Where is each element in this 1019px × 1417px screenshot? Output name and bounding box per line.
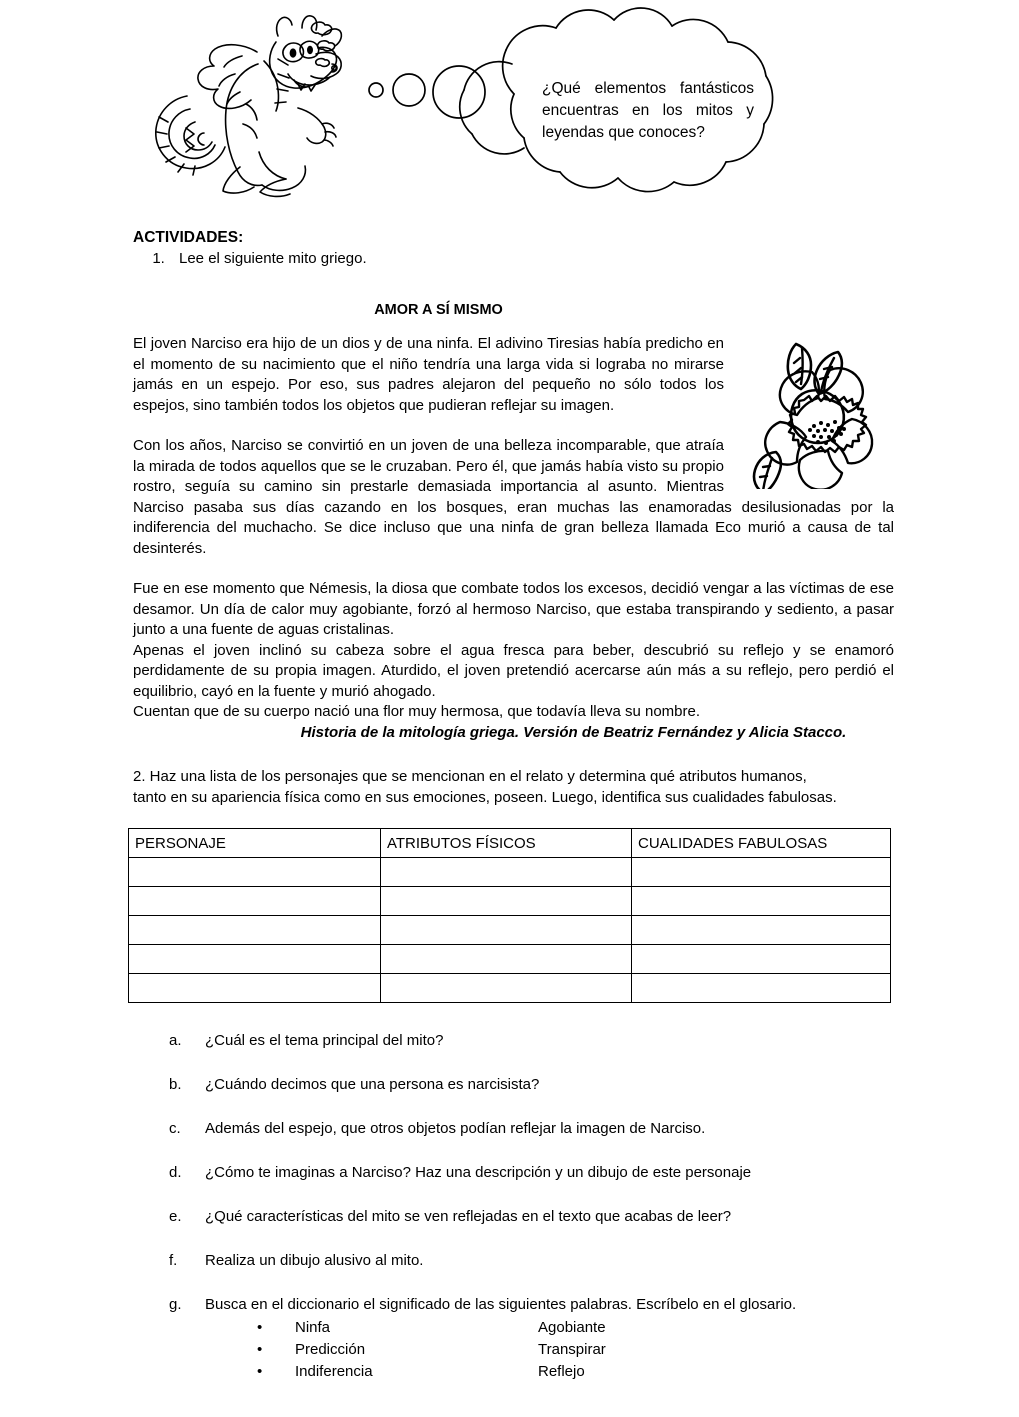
table-cell[interactable] xyxy=(129,858,381,887)
table-header-cualidades: CUALIDADES FABULOSAS xyxy=(632,829,891,858)
glossary-word-right: Transpirar xyxy=(538,1341,606,1358)
task-2-instruction: 2. Haz una lista de los personajes que se mencionan en el relato y determina qué atributos humanos, tanto en su apariencia física como en sus emociones, poseen. Luego, identifica sus cualidades fabulosas. xyxy=(133,768,837,806)
bullet-icon: • xyxy=(257,1341,263,1358)
question-text: Además del espejo, que otros objetos podían reflejar la imagen de Narciso. xyxy=(205,1120,706,1137)
table-cell[interactable] xyxy=(632,945,891,974)
question-item-c xyxy=(169,1119,894,1139)
table-cell[interactable] xyxy=(381,945,632,974)
activities-heading: ACTIVIDADES: xyxy=(133,229,244,246)
dragon-icon xyxy=(126,12,358,202)
story-paragraph-4: Apenas el joven inclinó su cabeza sobre el agua fresca para beber, descubrió su reflejo y se enamoró perdidamente de su propia imagen. Aturdido, el joven pretendió acercarse aún más a su reflejo, pero perdió el equilibrio, cayó en la fuente y murió ahogado. xyxy=(133,641,894,700)
question-item-d xyxy=(169,1163,894,1183)
table-row xyxy=(129,916,891,945)
question-text: ¿Cómo te imaginas a Narciso? Haz una descripción y un dibujo de este personaje xyxy=(205,1164,752,1181)
table-header-row xyxy=(129,829,891,858)
story-attribution: Historia de la mitología griega. Versión de Beatriz Fernández y Alicia Stacco. xyxy=(300,723,847,741)
question-item-e xyxy=(169,1207,894,1227)
question-marker: f. xyxy=(169,1252,178,1269)
table-row xyxy=(129,945,891,974)
story-paragraph-5: Cuentan que de su cuerpo nació una flor muy hermosa, que todavía lleva su nombre. xyxy=(133,703,701,720)
question-text: ¿Qué características del mito se ven reflejadas en el texto que acabas de leer? xyxy=(205,1208,732,1225)
glossary-word-right: Reflejo xyxy=(538,1363,585,1380)
question-marker: b. xyxy=(169,1076,182,1093)
activity-list xyxy=(133,249,894,269)
table-row xyxy=(129,974,891,1003)
question-item-g xyxy=(169,1295,894,1383)
table-cell[interactable] xyxy=(129,916,381,945)
story-paragraph-3: Fue en ese momento que Némesis, la diosa que combate todos los excesos, decidió vengar a las víctimas de ese desamor. Un día de calor muy agobiante, forzó al hermoso Narciso, que estaba transpirando y sediento, a pasar junto a una fuente de aguas cristalinas. xyxy=(133,580,894,638)
glossary-word-left: Predicción xyxy=(295,1341,366,1358)
table-cell[interactable] xyxy=(632,887,891,916)
question-text: ¿Cuál es el tema principal del mito? xyxy=(205,1032,444,1049)
question-item-b xyxy=(169,1075,894,1095)
question-text: ¿Cuándo decimos que una persona es narcisista? xyxy=(205,1076,540,1093)
bullet-icon: • xyxy=(257,1319,263,1336)
story-paragraph-1: El joven Narciso era hijo de un dios y de una ninfa. El adivino Tiresias había predicho en el momento de su nacimiento que el niño tendría una larga vida si lograba no mirarse jamás en un espejo. Por eso, sus padres alejaron del pequeño no sólo todos los espejos, sino también todos los objetos que pudieran reflejar su imagen. xyxy=(133,335,724,414)
question-marker: c. xyxy=(169,1120,181,1137)
illustration-band xyxy=(0,0,1019,228)
table-row xyxy=(129,887,891,916)
table-cell[interactable] xyxy=(381,974,632,1003)
list-item xyxy=(257,1317,894,1339)
table-cell[interactable] xyxy=(632,974,891,1003)
question-marker: e. xyxy=(169,1208,182,1225)
question-list xyxy=(133,1031,894,1383)
flower-icon xyxy=(734,334,894,489)
glossary-word-list xyxy=(205,1317,894,1383)
table-header-personaje: PERSONAJE xyxy=(129,829,381,858)
glossary-word-left: Ninfa xyxy=(295,1319,331,1336)
table-cell[interactable] xyxy=(129,945,381,974)
story-title: AMOR A SÍ MISMO xyxy=(374,302,503,318)
question-marker: d. xyxy=(169,1164,182,1181)
story-paragraph-2: Con los años, Narciso se convirtió en un joven de una belleza incomparable, que atraía la mirada de todos aquellos que se le cruzaban. Pero él, que jamás había visto su propio rostro, seguía su camino sin prestarle demasiada importancia al asunto. Mientras Narciso pasaba sus días cazando en los bosques, eran muchas las enamoradas desilusionadas por la indiferencia del muchacho. Se dice incluso que una ninfa de gran belleza llamada Eco murió a causa de tal desinterés. xyxy=(133,437,894,557)
worksheet-body xyxy=(0,228,1019,1383)
question-marker: a. xyxy=(169,1032,182,1049)
list-item xyxy=(257,1361,894,1383)
bullet-icon: • xyxy=(257,1363,263,1380)
thought-bubble-text: ¿Qué elementos fantásticos encuentras en los mitos y leyendas que conoces? xyxy=(542,80,754,141)
question-marker: g. xyxy=(169,1296,182,1313)
table-cell[interactable] xyxy=(632,858,891,887)
table-cell[interactable] xyxy=(381,916,632,945)
table-cell[interactable] xyxy=(129,974,381,1003)
question-item-a xyxy=(169,1031,894,1051)
glossary-word-right: Agobiante xyxy=(538,1319,606,1336)
glossary-word-left: Indiferencia xyxy=(295,1363,373,1380)
table-cell[interactable] xyxy=(381,887,632,916)
question-text: Realiza un dibujo alusivo al mito. xyxy=(205,1252,424,1269)
table-cell[interactable] xyxy=(129,887,381,916)
activity-item-1: 1. Lee el siguiente mito griego. xyxy=(169,249,894,269)
question-item-f xyxy=(169,1251,894,1271)
table-row xyxy=(129,858,891,887)
characters-table xyxy=(128,828,891,1003)
table-cell[interactable] xyxy=(381,858,632,887)
question-text: Busca en el diccionario el significado de las siguientes palabras. Escríbelo en el glosario. xyxy=(205,1296,797,1313)
list-item xyxy=(257,1339,894,1361)
table-cell[interactable] xyxy=(632,916,891,945)
table-header-atributos: ATRIBUTOS FÍSICOS xyxy=(381,829,632,858)
